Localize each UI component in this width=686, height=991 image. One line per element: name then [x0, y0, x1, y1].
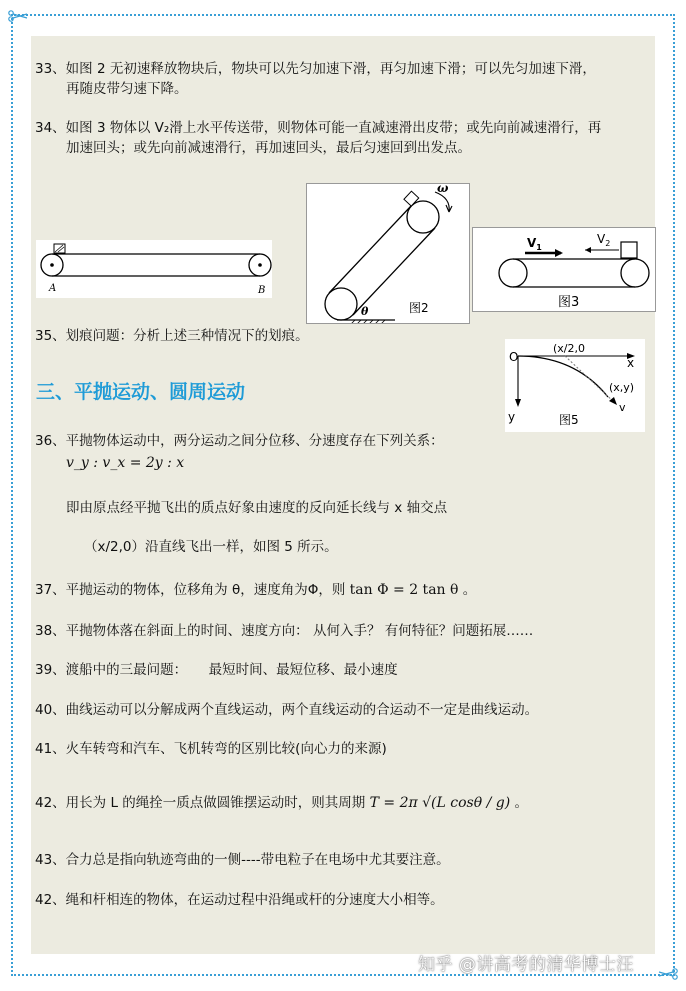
x-axis-label: x [627, 356, 635, 370]
item-34 [35, 118, 655, 158]
item-33-line2: 再随皮带匀速下降。 [66, 81, 188, 97]
roller-right [621, 259, 649, 287]
trajectory-curve [518, 356, 608, 397]
y-axis-label: y [508, 410, 516, 424]
belt-upper [329, 206, 411, 293]
v2-label: $V_2$ [597, 232, 611, 248]
item-36-formula: v_y : v_x = 2y : x [66, 455, 185, 471]
scissors-icon [658, 968, 678, 980]
item-37-tail: 。 [462, 582, 477, 598]
figure-3-caption: 图3 [558, 295, 580, 310]
roller-left [499, 259, 527, 287]
figure-2-caption: 图2 [409, 301, 429, 315]
item-34-line2: 加速回头；或先向前减速滑行，再加速回头，最后匀速回到出发点。 [66, 140, 471, 156]
item-42a-text: 42、用长为 L 的绳拴一质点做圆锥摆运动时，则其周期 [35, 795, 366, 811]
item-42a [35, 793, 655, 813]
v1-label: $V_1$ [527, 236, 542, 252]
velocity-label: v [619, 401, 626, 414]
item-41: 41、火车转弯和汽车、飞机转弯的区别比较(向心力的来源) [35, 741, 387, 757]
item-33 [35, 59, 655, 99]
section-heading: 三、平抛运动、圆周运动 [36, 381, 246, 403]
item-42a-tail: 。 [514, 795, 528, 811]
item-36-line3: （x/2,0）沿直线飞出一样，如图 5 所示。 [84, 539, 338, 555]
figure-5-caption: 图5 [559, 413, 579, 427]
item-36-line1: 36、平抛物体运动中，两分运动之间分位移、分速度存在下列关系： [35, 433, 444, 449]
label-b: B [258, 285, 266, 296]
item-40: 40、曲线运动可以分解成两个直线运动，两个直线运动的合运动不一定是曲线运动。 [35, 702, 539, 718]
point-label: (x/2,0 [553, 342, 586, 355]
item-33-line1: 33、如图 2 无初速释放物块后，物块可以先匀加速下滑，再匀加速下滑；可以先匀加速下滑， [35, 61, 596, 77]
document-page [31, 36, 655, 954]
figure-2-inclined-belt [306, 183, 470, 324]
item-37-formula: tan Φ = 2 tan θ [349, 582, 459, 598]
item-34-line1: 34、如图 3 物体以 V₂滑上水平传送带，则物体可能一直减速滑出皮带；或先向前减速滑行，再 [35, 120, 602, 136]
watermark: 知乎 @讲高考的清华博士汪 [418, 955, 634, 975]
item-35: 35、划痕问题：分析上述三种情况下的划痕。 [35, 328, 309, 344]
theta-label: θ [361, 305, 369, 318]
item-37 [35, 580, 655, 600]
item-37-text: 37、平抛运动的物体，位移角为 θ，速度角为Φ，则 [35, 582, 346, 598]
point-xy-label: (x,y) [609, 381, 635, 394]
item-39: 39、渡船中的三最问题： 最短时间、最短位移、最小速度 [35, 662, 398, 678]
figure-3-horizontal-belt [472, 227, 656, 312]
label-a: A [49, 283, 57, 294]
item-43: 43、合力总是指向轨迹弯曲的一侧----带电粒子在电场中尤其要注意。 [35, 852, 450, 868]
origin-label: O [509, 350, 519, 364]
item-42b: 42、绳和杆相连的物体，在运动过程中沿绳或杆的分速度大小相等。 [35, 892, 444, 908]
figure-conveyor-ab [36, 240, 272, 298]
item-36-line2: 即由原点经平抛飞出的质点好象由速度的反向延长线与 x 轴交点 [66, 500, 448, 516]
figure-5-projectile [505, 339, 645, 432]
item-42a-formula: T = 2π √(L cosθ / g) [369, 795, 511, 811]
omega-label: ω [437, 183, 449, 195]
scissors-icon [8, 10, 28, 22]
item-38: 38、平抛物体落在斜面上的时间、速度方向： 从何入手？ 有何特征？问题拓展…… [35, 623, 534, 639]
block [621, 242, 637, 258]
